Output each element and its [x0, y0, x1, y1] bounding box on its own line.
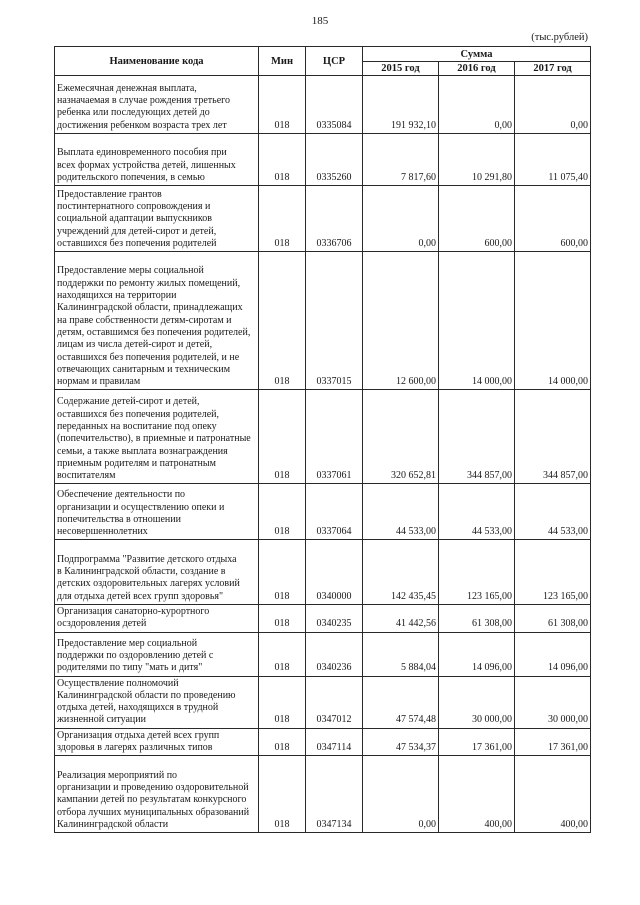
- page-number: 185: [311, 15, 329, 27]
- cell-csr: 0340235: [306, 604, 363, 632]
- cell-2017: 11 075,40: [515, 134, 591, 186]
- cell-name: Осуществление полномочий Калининградской области по проведению отдыха детей, находящихся в трудной жизненной ситуации: [55, 676, 259, 728]
- table-row: [55, 76, 591, 134]
- cell-csr: 0340000: [306, 540, 363, 604]
- cell-csr: 0335084: [306, 76, 363, 134]
- cell-name: Предоставление меры социальной поддержки по ремонту жилых помещений, находящихся на территории Калининградской области, принадлежащих на праве собственности детям-сиротам и детям, оставшимся без попечения родителей, лицам из числа детей-сирот и детей, оставшихся без попечения родителей, и не отвечающих санитарным и техническим нормам и правилам: [55, 252, 259, 390]
- cell-2015: 12 600,00: [363, 252, 439, 390]
- cell-name: Подпрограмма "Развитие детского отдыха в Калининградской области, создание в детских оздоровительных лагерях условий для отдыха детей всех групп здоровья": [55, 540, 259, 604]
- header-2016: 2016 год: [439, 62, 515, 76]
- cell-csr: 0337015: [306, 252, 363, 390]
- cell-ministry: 018: [259, 484, 306, 540]
- header-2015: 2015 год: [363, 62, 439, 76]
- table-row: [55, 604, 591, 632]
- cell-name: Предоставление мер социальной поддержки по оздоровлению детей с родителями по типу "мать и дитя": [55, 632, 259, 676]
- cell-2017: 14 000,00: [515, 252, 591, 390]
- cell-ministry: 018: [259, 134, 306, 186]
- cell-2015: 44 533,00: [363, 484, 439, 540]
- cell-ministry: 018: [259, 76, 306, 134]
- cell-2015: 41 442,56: [363, 604, 439, 632]
- header-sum: Сумма: [363, 47, 591, 62]
- cell-2017: 44 533,00: [515, 484, 591, 540]
- budget-table: [54, 46, 591, 833]
- cell-2015: 142 435,45: [363, 540, 439, 604]
- cell-2015: 47 574,48: [363, 676, 439, 728]
- cell-name: Предоставление грантов постинтернатного сопровождения и социальной адаптации выпускников учреждений для детей-сирот и детей, оставшихся без попечения родителей: [55, 186, 259, 252]
- cell-ministry: 018: [259, 604, 306, 632]
- cell-csr: 0340236: [306, 632, 363, 676]
- cell-ministry: 018: [259, 676, 306, 728]
- cell-2016: 10 291,80: [439, 134, 515, 186]
- cell-ministry: 018: [259, 540, 306, 604]
- cell-2016: 14 096,00: [439, 632, 515, 676]
- cell-2016: 17 361,00: [439, 728, 515, 756]
- table-row: [55, 484, 591, 540]
- table-row: [55, 134, 591, 186]
- cell-ministry: 018: [259, 252, 306, 390]
- table-row: [55, 186, 591, 252]
- cell-csr: 0337061: [306, 390, 363, 484]
- cell-csr: 0336706: [306, 186, 363, 252]
- table-row: [55, 390, 591, 484]
- table-row: [55, 728, 591, 756]
- cell-ministry: 018: [259, 390, 306, 484]
- cell-2015: 0,00: [363, 186, 439, 252]
- table-row: [55, 756, 591, 833]
- units-label: (тыс.рублей): [531, 32, 588, 43]
- table-row: [55, 676, 591, 728]
- cell-name: Выплата единовременного пособия при всех формах устройства детей, лишенных родительского попечения, в семью: [55, 134, 259, 186]
- cell-2016: 600,00: [439, 186, 515, 252]
- table-body: [55, 76, 591, 833]
- cell-csr: 0347012: [306, 676, 363, 728]
- cell-name: Ежемесячная денежная выплата, назначаемая в случае рождения третьего ребенка или последующих детей до достижения ребенком возраста трех лет: [55, 76, 259, 134]
- cell-2016: 0,00: [439, 76, 515, 134]
- cell-csr: 0335260: [306, 134, 363, 186]
- cell-name: Обеспечение деятельности по организации и осуществлению опеки и попечительства в отношении несовершеннолетних: [55, 484, 259, 540]
- cell-2017: 17 361,00: [515, 728, 591, 756]
- cell-ministry: 018: [259, 632, 306, 676]
- cell-2016: 44 533,00: [439, 484, 515, 540]
- cell-name: Реализация мероприятий по организации и проведению оздоровительной кампании детей по результатам конкурсного отбора лучших муниципальных образований Калининградской области: [55, 756, 259, 833]
- cell-name: Содержание детей-сирот и детей, оставшихся без попечения родителей, переданных на воспитание под опеку (попечительство), в приемные и патронатные семьи, а также выплата вознаграждения приемным родителям и патронатным воспитателям: [55, 390, 259, 484]
- cell-ministry: 018: [259, 728, 306, 756]
- header-2017: 2017 год: [515, 62, 591, 76]
- cell-2017: 123 165,00: [515, 540, 591, 604]
- cell-2015: 7 817,60: [363, 134, 439, 186]
- cell-ministry: 018: [259, 756, 306, 833]
- table-row: [55, 540, 591, 604]
- cell-2016: 400,00: [439, 756, 515, 833]
- cell-csr: 0347114: [306, 728, 363, 756]
- table-row: [55, 632, 591, 676]
- cell-2015: 5 884,04: [363, 632, 439, 676]
- table-header: [55, 47, 591, 76]
- cell-name: Организация отдыха детей всех групп здоровья в лагерях различных типов: [55, 728, 259, 756]
- cell-2017: 400,00: [515, 756, 591, 833]
- cell-2017: 14 096,00: [515, 632, 591, 676]
- header-name: Наименование кода: [55, 47, 259, 76]
- cell-2017: 30 000,00: [515, 676, 591, 728]
- cell-csr: 0337064: [306, 484, 363, 540]
- cell-2016: 30 000,00: [439, 676, 515, 728]
- cell-2015: 47 534,37: [363, 728, 439, 756]
- cell-2017: 61 308,00: [515, 604, 591, 632]
- header-ministry: Мин: [259, 47, 306, 76]
- cell-csr: 0347134: [306, 756, 363, 833]
- cell-2016: 61 308,00: [439, 604, 515, 632]
- cell-2015: 191 932,10: [363, 76, 439, 134]
- table-row: [55, 252, 591, 390]
- cell-2016: 344 857,00: [439, 390, 515, 484]
- cell-2015: 320 652,81: [363, 390, 439, 484]
- header-csr: ЦСР: [306, 47, 363, 76]
- cell-name: Организация санаторно-курортного осздоровления детей: [55, 604, 259, 632]
- cell-2017: 600,00: [515, 186, 591, 252]
- cell-2016: 14 000,00: [439, 252, 515, 390]
- cell-2016: 123 165,00: [439, 540, 515, 604]
- cell-ministry: 018: [259, 186, 306, 252]
- cell-2017: 0,00: [515, 76, 591, 134]
- cell-2017: 344 857,00: [515, 390, 591, 484]
- cell-2015: 0,00: [363, 756, 439, 833]
